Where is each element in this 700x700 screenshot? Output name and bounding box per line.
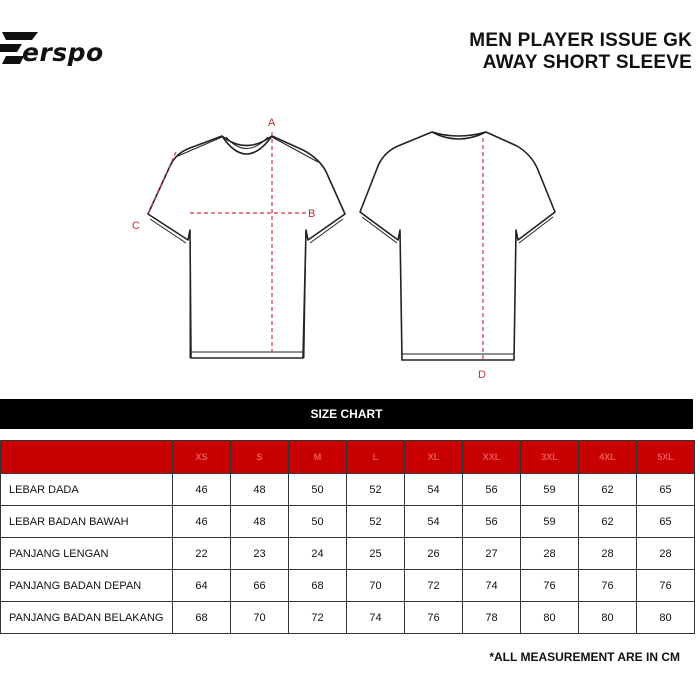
marker-a: A	[268, 117, 276, 129]
table-cell: 26	[405, 538, 463, 570]
size-chart-banner	[0, 399, 693, 429]
table-row	[1, 602, 695, 634]
table-cell: 76	[405, 602, 463, 634]
tshirt-front	[148, 136, 345, 358]
table-row	[1, 538, 695, 570]
table-row	[1, 570, 695, 602]
table-cell: 59	[521, 474, 579, 506]
tshirt-back	[360, 132, 555, 360]
size-header-cell: 5XL	[637, 441, 695, 474]
row-label: LEBAR DADA	[1, 474, 173, 506]
size-header-cell: 4XL	[579, 441, 637, 474]
table-cell: 80	[521, 602, 579, 634]
table-cell: 22	[173, 538, 231, 570]
table-cell: 28	[637, 538, 695, 570]
table-cell: 78	[463, 602, 521, 634]
table-cell: 76	[521, 570, 579, 602]
table-cell: 50	[289, 474, 347, 506]
size-header-cell: XXL	[463, 441, 521, 474]
tshirt-illustration	[0, 100, 700, 385]
table-cell: 25	[347, 538, 405, 570]
row-label: PANJANG LENGAN	[1, 538, 173, 570]
table-cell: 62	[579, 506, 637, 538]
marker-c: C	[132, 220, 140, 232]
table-row	[1, 474, 695, 506]
table-cell: 59	[521, 506, 579, 538]
table-cell: 65	[637, 506, 695, 538]
size-header-row	[1, 441, 695, 474]
table-cell: 56	[463, 474, 521, 506]
product-title-line-1: MEN PLAYER ISSUE GK	[469, 30, 692, 51]
table-cell: 54	[405, 474, 463, 506]
table-cell: 23	[231, 538, 289, 570]
product-title	[469, 30, 692, 74]
row-label: LEBAR BADAN BAWAH	[1, 506, 173, 538]
brand-name: erspo	[22, 38, 104, 67]
table-cell: 72	[405, 570, 463, 602]
size-header-cell: L	[347, 441, 405, 474]
size-header-cell: XL	[405, 441, 463, 474]
size-header-blank	[1, 441, 173, 474]
table-cell: 46	[173, 474, 231, 506]
table-cell: 66	[231, 570, 289, 602]
table-cell: 24	[289, 538, 347, 570]
table-cell: 50	[289, 506, 347, 538]
table-cell: 54	[405, 506, 463, 538]
table-row	[1, 506, 695, 538]
row-label: PANJANG BADAN DEPAN	[1, 570, 173, 602]
row-label: PANJANG BADAN BELAKANG	[1, 602, 173, 634]
table-cell: 70	[231, 602, 289, 634]
product-title-line-2: AWAY SHORT SLEEVE	[482, 52, 692, 73]
table-cell: 72	[289, 602, 347, 634]
table-cell: 27	[463, 538, 521, 570]
table-cell: 80	[579, 602, 637, 634]
size-header-cell: 3XL	[521, 441, 579, 474]
table-cell: 76	[579, 570, 637, 602]
table-cell: 62	[579, 474, 637, 506]
table-cell: 64	[173, 570, 231, 602]
size-chart-heading: SIZE CHART	[310, 407, 383, 421]
table-cell: 56	[463, 506, 521, 538]
table-cell: 76	[637, 570, 695, 602]
table-cell: 52	[347, 506, 405, 538]
size-table	[0, 440, 695, 634]
table-cell: 68	[173, 602, 231, 634]
table-cell: 52	[347, 474, 405, 506]
marker-d: D	[478, 369, 486, 381]
table-cell: 28	[579, 538, 637, 570]
table-cell: 48	[231, 506, 289, 538]
table-cell: 46	[173, 506, 231, 538]
table-cell: 68	[289, 570, 347, 602]
table-cell: 70	[347, 570, 405, 602]
table-cell: 48	[231, 474, 289, 506]
table-cell: 80	[637, 602, 695, 634]
size-header-cell: S	[231, 441, 289, 474]
measurement-note: *ALL MEASUREMENT ARE IN CM	[489, 650, 680, 664]
table-cell: 74	[463, 570, 521, 602]
table-cell: 65	[637, 474, 695, 506]
table-cell: 74	[347, 602, 405, 634]
size-header-cell: XS	[173, 441, 231, 474]
table-cell: 28	[521, 538, 579, 570]
size-header-cell: M	[289, 441, 347, 474]
marker-b: B	[308, 208, 316, 220]
